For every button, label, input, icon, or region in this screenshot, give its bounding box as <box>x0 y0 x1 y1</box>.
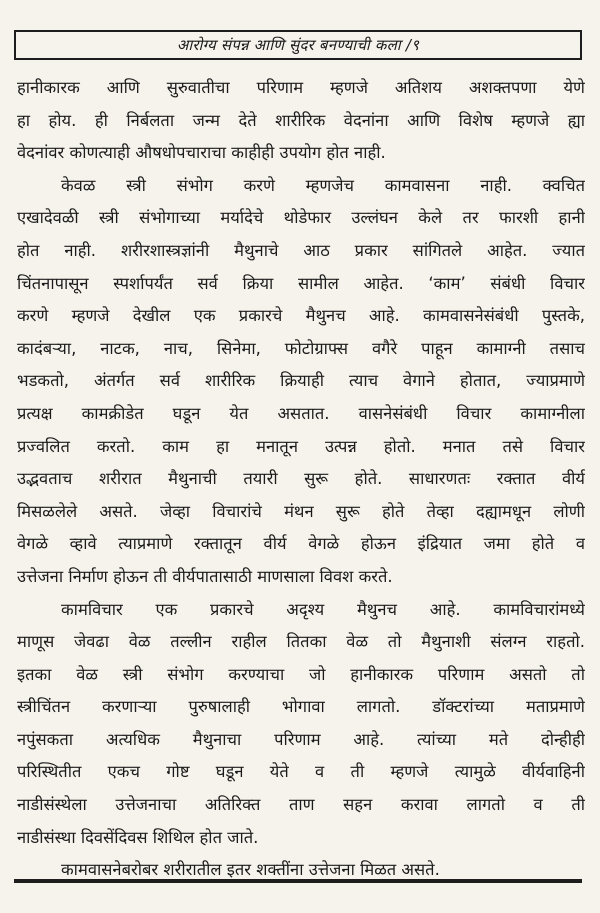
text-line: कादंबऱ्या, नाटक, नाच, सिनेमा, फोटोग्राफ्स वगैरे पाहून कामाग्नी तसाच <box>17 338 585 358</box>
text-line: उद्भवताच शरीरात मैथुनाची तयारी सुरू होते. साधारणतः रक्तात वीर्य <box>17 469 585 489</box>
footer-rule <box>14 879 582 883</box>
text-line: इतका वेळ स्त्री संभोग करण्याचा जो हानीकारक परिणाम असतो तो <box>17 664 585 684</box>
text-line: परिस्थितीत एकच गोष्ट घडून येते व ती म्हणजे त्यामुळे वीर्यवाहिनी <box>17 762 585 782</box>
paragraph <box>17 72 585 170</box>
text-line: एखादेवळी स्त्री संभोगाच्या मर्यादेचे थोडेफार उल्लंघन केले तर फारशी हानी <box>17 208 585 228</box>
text-line: हा होय. ही निर्बलता जन्म देते शारीरिक वेदनांना आणि विशेष म्हणजे ह्या <box>17 110 585 130</box>
text-line: वेगळे व्हावे त्याप्रमाणे रक्तातून वीर्य वेगळे होऊन इंद्रियात जमा होते व <box>17 534 585 554</box>
text-line: नपुंसकता अत्यधिक मैथुनाचा परिणाम आहे. त्यांच्या मते दोन्हीही <box>17 729 585 749</box>
text-line: प्रत्यक्ष कामक्रीडेत घडून येत असतात. वासनेसंबंधी विचार कामाग्नीला <box>17 403 585 423</box>
running-header-title: आरोग्य संपन्न आणि सुंदर बनण्याची कला /९ <box>176 36 420 54</box>
text-line: स्त्रीचिंतन करणाऱ्या पुरुषालाही भोगावा लागतो. डॉक्टरांच्या मताप्रमाणे <box>17 697 585 717</box>
text-line: माणूस जेवढा वेळ तल्लीन राहील तितका वेळ तो मैथुनाशी संलग्न राहतो. <box>17 632 585 652</box>
text-line: वेदनांवर कोणत्याही औषधोपचाराचा काहीही उपयोग होत नाही. <box>17 143 386 163</box>
text-line: नाडीसंस्थेला उत्तेजनाचा अतिरिक्त ताण सहन करावा लागतो व ती <box>17 795 585 815</box>
text-line: चिंतनापासून स्पर्शापर्यंत सर्व क्रिया सामील आहेत. ‘काम’ संबंधी विचार <box>17 273 585 293</box>
text-line: होत नाही. शरीरशास्त्रज्ञांनी मैथुनाचे आठ प्रकार सांगितले आहेत. ज्यात <box>17 240 585 260</box>
text-line: भडकतो, अंतर्गत सर्व शारीरिक क्रियाही त्याच वेगाने होतात, ज्याप्रमाणे <box>17 371 585 391</box>
text-line: केवळ स्त्री संभोग करणे म्हणजेच कामवासना नाही. क्वचित <box>61 175 585 195</box>
text-line: कामविचार एक प्रकारचे अदृश्य मैथुनच आहे. कामविचारांमध्ये <box>61 599 585 619</box>
paragraph <box>17 594 585 855</box>
text-line: करणे म्हणजे देखील एक प्रकारचे मैथुनच आहे. कामवासनेसंबंधी पुस्तके, <box>17 306 585 326</box>
text-line: कामवासनेबरोबर शरीरातील इतर शक्तींना उत्तेजना मिळत असते. <box>61 860 440 880</box>
text-line: हानीकारक आणि सुरुवातीचा परिणाम म्हणजे अतिशय अशक्तपणा येणे <box>17 78 585 97</box>
paragraph <box>17 170 585 594</box>
running-header-box <box>14 30 582 60</box>
text-line: उत्तेजना निर्माण होऊन ती वीर्यपातासाठी माणसाला विवश करते. <box>17 566 393 586</box>
body-text <box>17 72 585 887</box>
text-line: प्रज्वलित करतो. काम हा मनातून उत्पन्न होतो. मनात तसे विचार <box>17 436 585 456</box>
text-line: मिसळलेले असते. जेव्हा विचारांचे मंथन सुरू होते तेव्हा दह्यामधून लोणी <box>17 501 585 521</box>
text-line: नाडीसंस्था दिवसेंदिवस शिथिल होत जाते. <box>17 827 259 847</box>
